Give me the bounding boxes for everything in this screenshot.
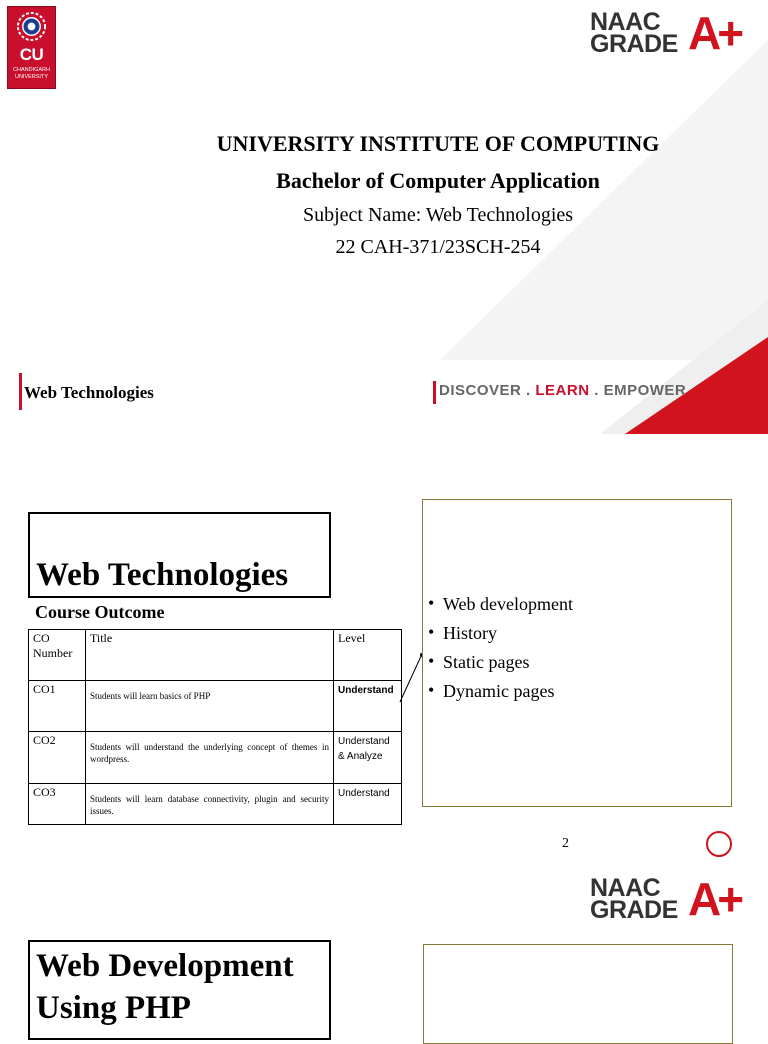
table-cell-title: Students will learn database connectivity, plugin and security issues. [85, 784, 333, 825]
slide3-title [36, 945, 294, 1029]
table-cell-title: Students will understand the underlying concept of themes in wordpress. [85, 732, 333, 784]
table-cell-title: Students will learn basics of PHP [85, 681, 333, 732]
cu-logo [7, 6, 56, 89]
naac-grade-badge: NAAC GRADE A+ [590, 7, 741, 59]
slide3-content-box [423, 944, 733, 1044]
cu-logo-subtext: CHANDIGARH UNIVERSITY [13, 67, 50, 80]
slide3-title-line2: Using PHP [36, 990, 191, 1026]
circle-icon [706, 831, 732, 857]
table-cell-level: Understand [334, 681, 402, 732]
footer-left-accent [19, 373, 22, 410]
table-cell-level: Understand & Analyze [334, 732, 402, 784]
header-title: Title [85, 630, 333, 681]
table-cell-co: CO1 [29, 681, 86, 732]
table-row [29, 732, 402, 784]
table-cell-co: CO3 [29, 784, 86, 825]
header-co-number: CO Number [29, 630, 86, 681]
list-item: • Static pages [428, 648, 573, 677]
footer-right-accent [433, 381, 436, 404]
naac-grade-badge: NAAC GRADE A+ [590, 873, 741, 925]
program-title: Bachelor of Computer Application [276, 168, 600, 193]
institute-title: UNIVERSITY INSTITUTE OF COMPUTING [216, 131, 660, 156]
list-item: • Dynamic pages [428, 677, 573, 706]
subject-name: Subject Name: Web Technologies [302, 204, 574, 226]
slide3-title-box [28, 940, 331, 1040]
header-level: Level [334, 630, 402, 681]
slide3-title-line1: Web Development [36, 948, 294, 984]
list-item: • Web development [428, 590, 573, 619]
table-cell-level: Understand [334, 784, 402, 825]
topics-list [428, 590, 573, 706]
table-row [29, 784, 402, 825]
slide2-title: Web Technologies [36, 557, 289, 593]
grey-background-triangle [440, 40, 768, 360]
title-slide [0, 0, 768, 434]
cu-logo-text: CU [19, 45, 44, 64]
table-header-row [29, 630, 402, 681]
course-code: 22 CAH-371/23SCH-254 [335, 236, 541, 258]
footer-tagline: DISCOVER . LEARN . EMPOWER [439, 382, 687, 399]
list-item: • History [428, 619, 573, 648]
university-emblem-icon [16, 11, 47, 42]
course-outcome-table [28, 629, 402, 825]
course-outcome-heading: Course Outcome [35, 602, 165, 622]
table-cell-co: CO2 [29, 732, 86, 784]
table-row [29, 681, 402, 732]
slide2-title-box [28, 512, 331, 598]
page-number: 2 [562, 836, 569, 851]
footer-course-name: Web Technologies [24, 383, 154, 402]
